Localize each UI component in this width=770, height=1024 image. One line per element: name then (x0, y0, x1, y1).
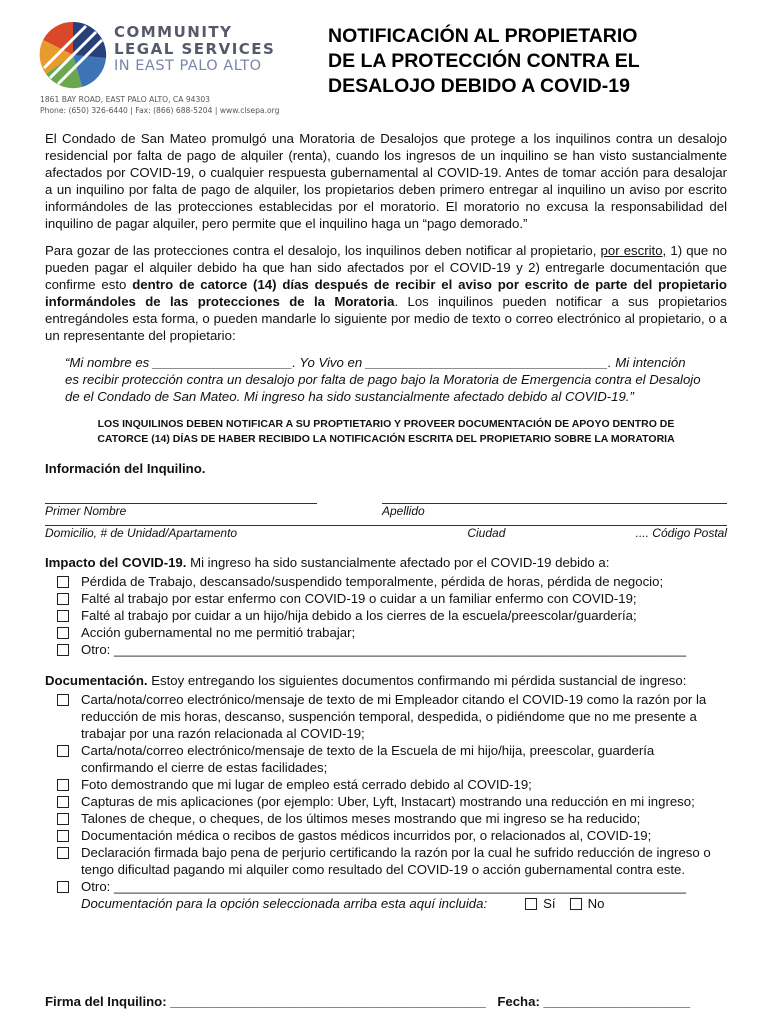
title-line1: NOTIFICACIÓN AL PROPIETARIO (328, 25, 638, 47)
impact-item-other (57, 641, 727, 658)
doc-item (57, 844, 727, 878)
impact-item-label: Pérdida de Trabajo, descansado/suspendido temporalmente, pérdida de horas, pérdida de negocio; (81, 574, 664, 589)
last-name-field[interactable] (382, 490, 727, 518)
impact-item-label: Falté al trabajo por cuidar a un hijo/hija debido a los cierres de la escuela/preescolar/guardería; (81, 608, 637, 623)
para2-text-3: . Los inquilinos pueden notificar a sus propietarios entregándoles esta forma, o pueden mandarle lo siguiente por medio de texto o correo electrónico al propietario, o a un representante del propietario: (45, 294, 727, 343)
first-name-line[interactable] (45, 490, 317, 504)
impact-item-label: Acción gubernamental no me permitió trabajar; (81, 625, 356, 640)
name-fields-row (45, 490, 727, 518)
org-address: 1861 BAY ROAD, EAST PALO ALTO, CA 94303 (40, 95, 210, 104)
para2-bold: dentro de catorce (14) días después de recibir el aviso por escrito de parte del propietario informándoles de las protecciones de la Moratoria (45, 277, 727, 309)
address-fields-row[interactable] (45, 518, 727, 540)
doc-checkbox[interactable] (57, 745, 69, 757)
doc-item-label: Documentación médica o recibos de gastos médicos incurridos por, o relacionados al, COVID-19; (81, 828, 652, 843)
doc-checkbox[interactable] (57, 779, 69, 791)
document-body (45, 130, 727, 912)
doc-item (57, 742, 727, 776)
last-name-label: Apellido (382, 504, 425, 518)
org-name-line3: IN EAST PALO ALTO (114, 58, 262, 74)
impact-item (57, 624, 727, 641)
para2-underlined: por escrito, (600, 243, 667, 258)
documentation-heading: Documentación. (45, 673, 148, 688)
no-label: No (587, 896, 605, 911)
impact-item-label[interactable]: Otro: ______________________________________________________________________________ (81, 642, 687, 657)
impact-heading-row (45, 554, 727, 571)
impact-heading: Impacto del COVID-19. (45, 555, 187, 570)
doc-item (57, 691, 727, 742)
impact-checkbox[interactable] (57, 593, 69, 605)
org-contact: Phone: (650) 326-6440 | Fax: (866) 688-5204 | www.clsepa.org (40, 106, 280, 115)
quote-line2: es recibir protección contra un desalojo por falta de pago bajo la Moratoria de Emergencia contra el Desalojo (65, 372, 701, 387)
documentation-lead: Estoy entregando los siguientes documentos confirmando mi pérdida sustancial de ingreso: (147, 673, 687, 688)
doc-checkbox[interactable] (57, 813, 69, 825)
date-field[interactable]: Fecha: ____________________ (497, 994, 691, 1009)
yes-checkbox[interactable] (525, 898, 537, 910)
doc-item-label[interactable]: Otro: ______________________________________________________________________________ (81, 879, 687, 894)
address-labels (45, 526, 727, 540)
sample-statement (65, 354, 727, 405)
org-name-line1: COMMUNITY (114, 23, 233, 41)
doc-included-label: Documentación para la opción seleccionada arriba esta aquí incluida: (81, 896, 488, 911)
first-name-field[interactable] (45, 490, 317, 518)
doc-item (57, 810, 727, 827)
signature-field[interactable]: Firma del Inquilino: ___________________________________________ (45, 994, 486, 1009)
impact-list (45, 573, 727, 658)
doc-checkbox[interactable] (57, 830, 69, 842)
deadline-notice (45, 417, 727, 447)
para2-text-1: Para gozar de las protecciones contra el desalojo, los inquilinos deben notificar al propietario, (45, 243, 601, 258)
doc-item (57, 827, 727, 844)
address-label: Domicilio, # de Unidad/Apartamento (45, 526, 238, 540)
doc-item-label: Carta/nota/correo electrónico/mensaje de texto de mi Empleador citando el COVID-19 como la razón por la reducción de mis horas, descanso, suspención temporal, despedida, o pidiéndome que no me presente a trabajar por una razón relacionada al COVID-19; (81, 692, 707, 741)
document-header (38, 14, 738, 124)
no-checkbox[interactable] (570, 898, 582, 910)
title-line3: DESALOJO DEBIDO A COVID-19 (328, 75, 630, 97)
impact-checkbox[interactable] (57, 576, 69, 588)
doc-checkbox[interactable] (57, 796, 69, 808)
doc-item (57, 776, 727, 793)
doc-item-label: Foto demostrando que mi lugar de empleo está cerrado debido al COVID-19; (81, 777, 532, 792)
org-name-line2: LEGAL SERVICES (114, 40, 276, 58)
clsepa-logo-icon (38, 20, 108, 90)
doc-item-other (57, 878, 727, 895)
notice-line2: CATORCE (14) DÍAS DE HABER RECIBIDO LA NOTIFICACIÓN ESCRITA DEL PROPIETARIO SOBRE LA MORATORIA (97, 433, 675, 445)
impact-item (57, 573, 727, 590)
quote-line1: “Mi nombre es ___________________. Yo Vivo en _________________________________. Mi intención (65, 355, 686, 370)
doc-item (57, 793, 727, 810)
impact-checkbox[interactable] (57, 627, 69, 639)
address-line[interactable] (45, 518, 727, 526)
doc-checkbox[interactable] (57, 881, 69, 893)
yes-label: Sí (543, 896, 556, 911)
org-logo (38, 14, 298, 94)
doc-checkbox[interactable] (57, 847, 69, 859)
doc-item-label: Declaración firmada bajo pena de perjurio certificando la razón por la cual he sufrido reducción de ingreso o tengo dificultad pagando mi alquiler como resultado del COVID-19 o acción gubernamental contra este. (81, 845, 711, 877)
impact-checkbox[interactable] (57, 610, 69, 622)
para2-text-2: 1) que no pueden pagar el alquiler debido ha que han sido afectados por el COVID-19 y 2) entregarle documentación que confirme esto (45, 243, 728, 292)
last-name-line[interactable] (382, 490, 727, 504)
org-name (114, 24, 275, 75)
first-name-label: Primer Nombre (45, 504, 127, 518)
doc-checkbox[interactable] (57, 694, 69, 706)
instructions-paragraph (45, 242, 727, 344)
document-title (328, 24, 738, 99)
signature-row (45, 994, 690, 1009)
doc-item-label: Capturas de mis aplicaciones (por ejemplo: Uber, Lyft, Instacart) mostrando una reducción en mi ingreso; (81, 794, 695, 809)
impact-item-label: Falté al trabajo por estar enfermo con COVID-19 o cuidar a un familiar enfermo con COVID-19; (81, 591, 637, 606)
city-label: Ciudad (467, 526, 506, 540)
documentation-heading-row (45, 672, 727, 689)
impact-item (57, 590, 727, 607)
doc-item-label: Talones de cheque, o cheques, de los últimos meses mostrando que mi ingreso se ha reducido; (81, 811, 641, 826)
doc-included-row (81, 895, 727, 912)
notice-line1: LOS INQUILINOS DEBEN NOTIFICAR A SU PROPTIETARIO Y PROVEER DOCUMENTACIÓN DE APOYO DENTRO DE (97, 418, 675, 430)
documentation-list (45, 691, 727, 912)
org-contact-block (40, 94, 279, 116)
doc-included-no[interactable] (562, 895, 605, 912)
title-line2: DE LA PROTECCIÓN CONTRA EL (328, 50, 640, 72)
tenant-info-heading: Información del Inquilino. (45, 461, 206, 476)
impact-item (57, 607, 727, 624)
quote-line3: de el Condado de San Mateo. Mi ingreso ha sido sustancialmente afectado debido al COVID-19.” (65, 389, 634, 404)
doc-included-yes[interactable] (517, 895, 555, 912)
intro-paragraph: El Condado de San Mateo promulgó una Moratoria de Desalojos que protege a los inquilinos contra un desalojo residencial por falta de pago de alquiler (renta), cuando los ingresos de un inquilino se han visto sustancialmente afectados por COVID-19, o cualquier respuesta gubernamental al COVID-19. Antes de tomar acción para desalojar a un inquilino por falta de pago de alquiler, los propietarios deben primero entregar al inquilino un aviso por escrito informándoles de las protecciones establecidas por el moratorio. El moratorio no excusa la responsabilidad del inquilino de pagar alquiler, pero permite que el inquilino haga un “pago demorado.” (45, 131, 727, 231)
impact-checkbox[interactable] (57, 644, 69, 656)
impact-lead: Mi ingreso ha sido sustancialmente afectado por el COVID-19 debido a: (186, 555, 610, 570)
zip-label: .... Código Postal (635, 526, 727, 540)
doc-item-label: Carta/nota/correo electrónico/mensaje de texto de la Escuela de mi hijo/hija, preescolar, guardería confirmando el cierre de estas facilidades; (81, 743, 655, 775)
